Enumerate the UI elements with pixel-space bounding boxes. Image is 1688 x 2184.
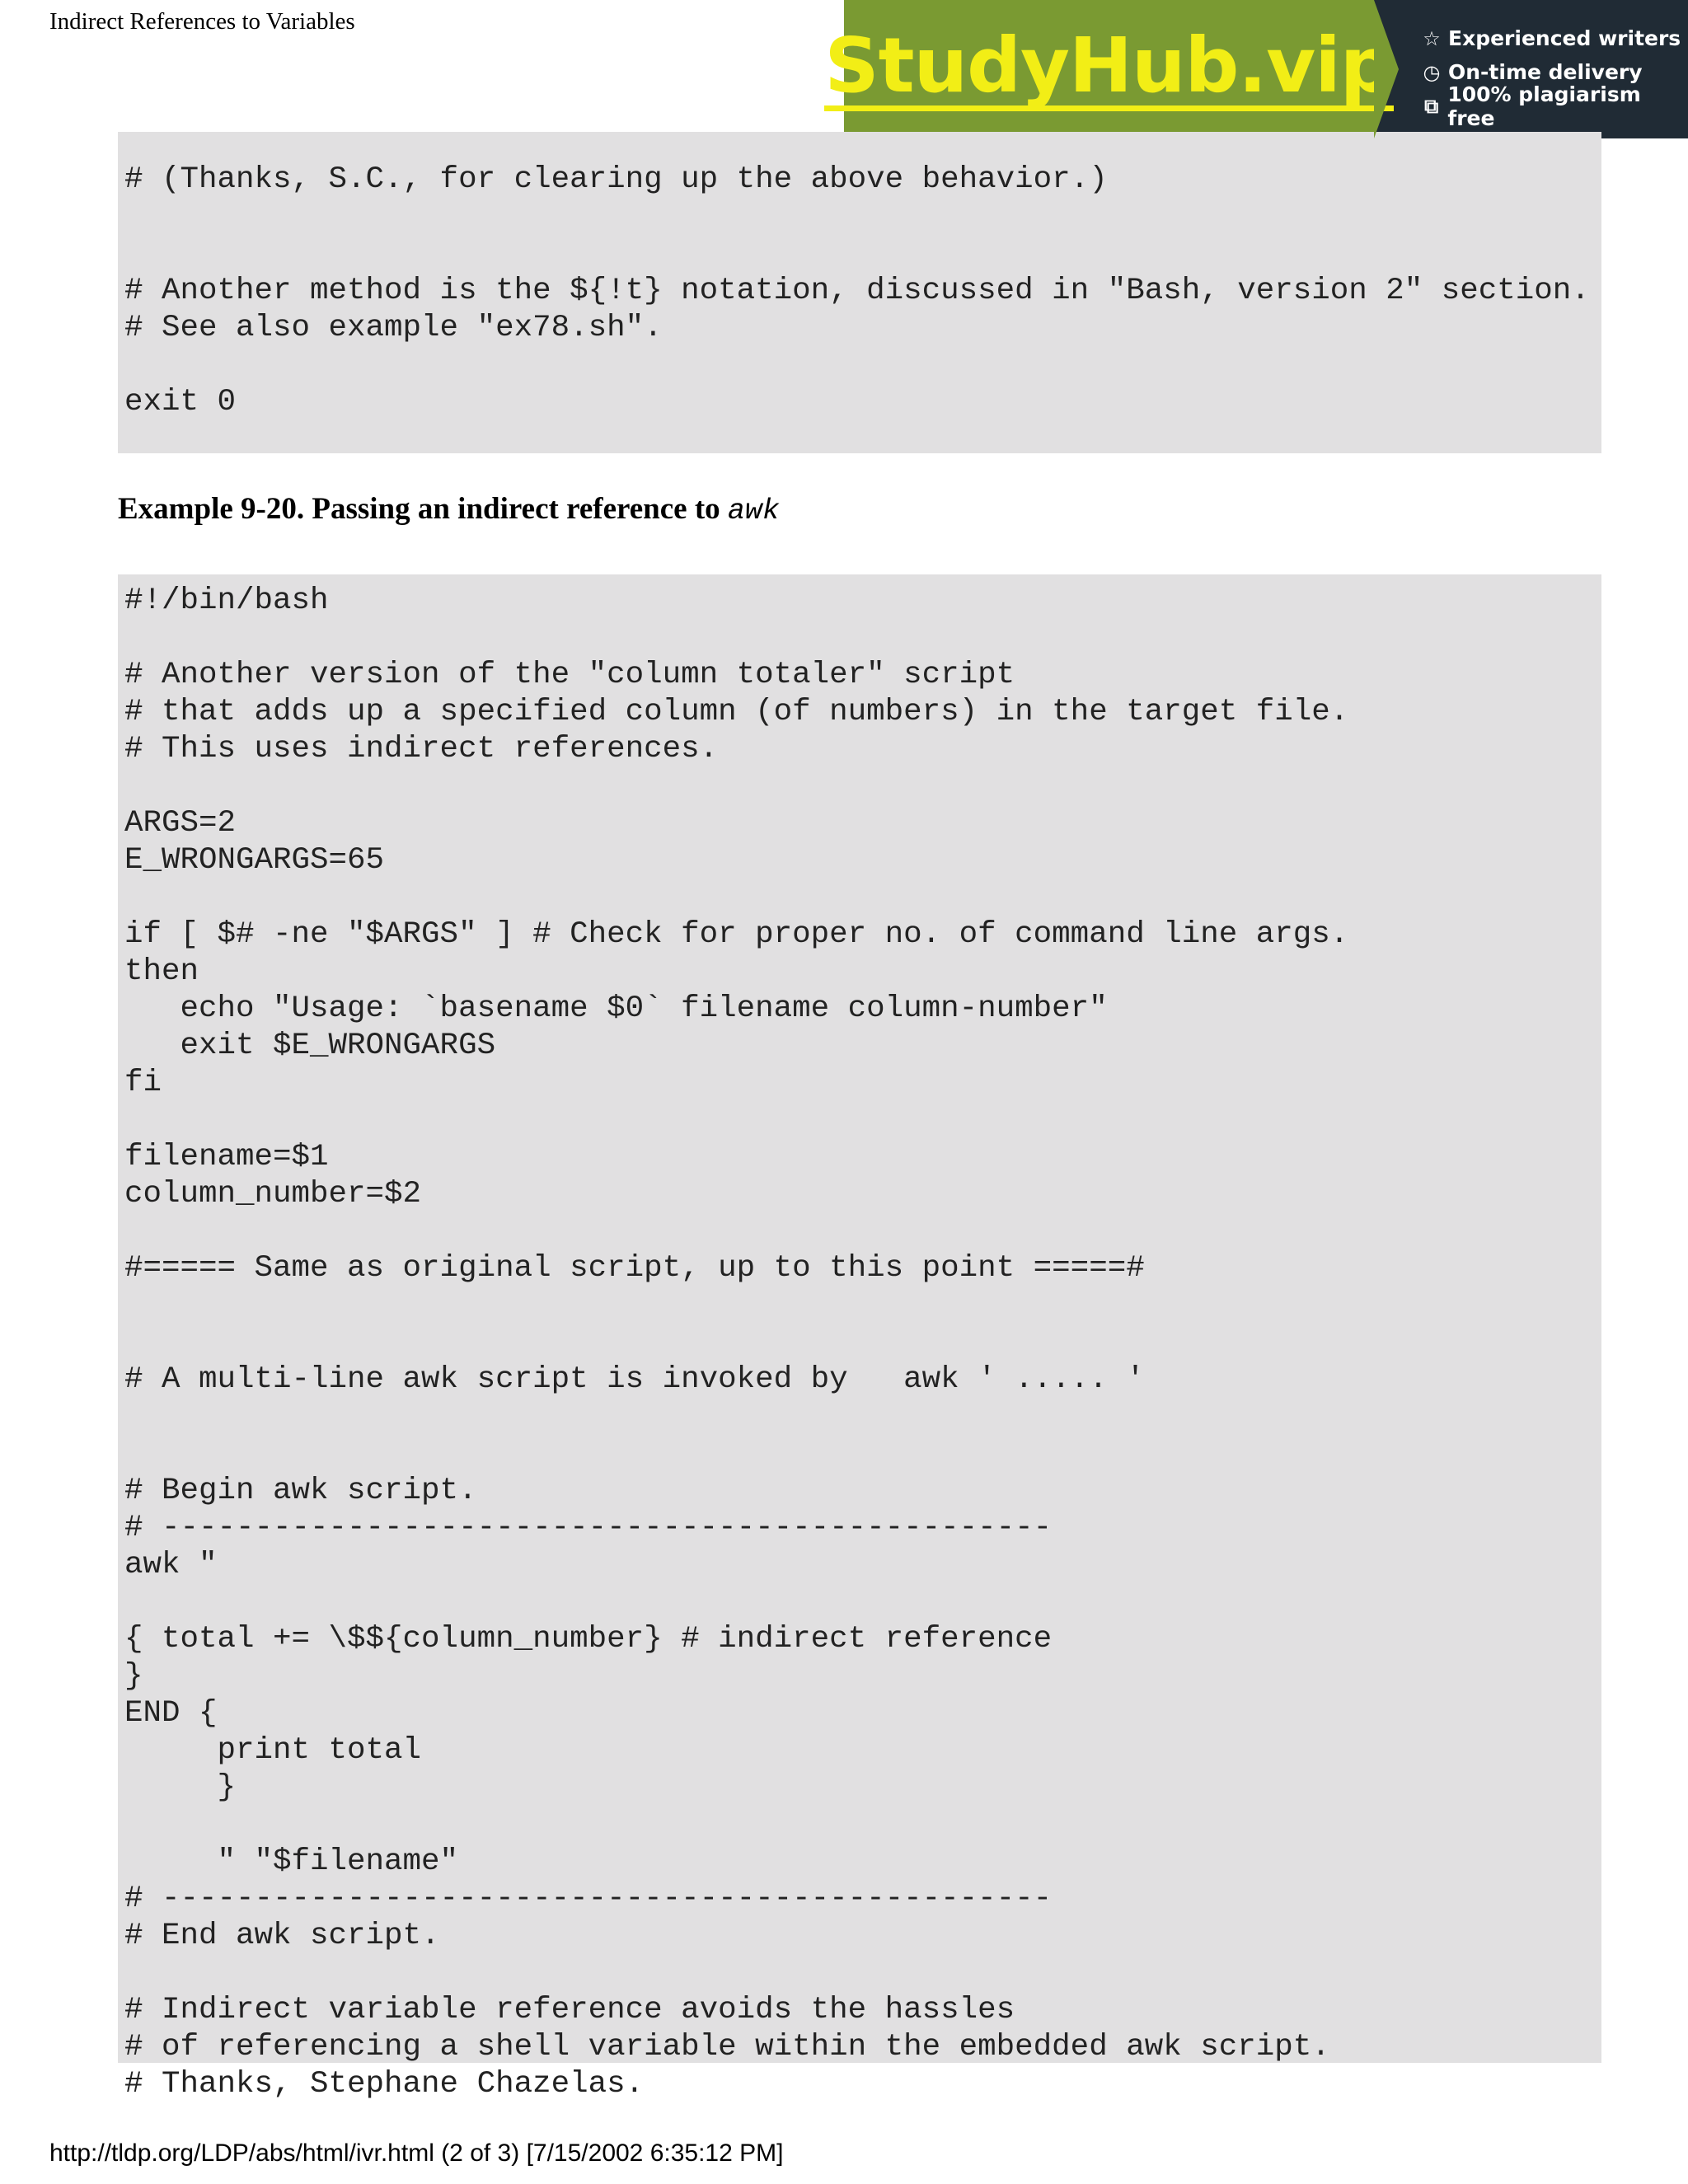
code-line: # Another method is the ${!t} notation, discussed in "Bash, version 2" section. — [124, 274, 1590, 308]
code-line — [124, 1213, 1601, 1250]
example-title-command: awk — [727, 494, 780, 527]
code-line: echo "Usage: `basename $0` filename column-number" — [124, 991, 1108, 1026]
page-header-title: Indirect References to Variables — [49, 8, 355, 35]
code-line: if [ $# -ne "$ARGS" ] # Check for proper no. of command line args. — [124, 917, 1349, 952]
code-line: } — [124, 1770, 237, 1805]
code-line — [124, 1436, 1601, 1473]
code-line: #!/bin/bash — [124, 583, 329, 618]
code-line: #===== Same as original script, up to this point =====# — [124, 1251, 1145, 1286]
code-line: END { — [124, 1696, 218, 1731]
code-line: exit 0 — [124, 385, 237, 419]
code-line — [124, 1399, 1601, 1436]
feature-label: On-time delivery — [1448, 60, 1643, 84]
copy-icon: ⧉ — [1424, 94, 1439, 118]
code-line — [124, 236, 1601, 273]
code-line: # Thanks, Stephane Chazelas. — [124, 2067, 645, 2102]
code-line — [124, 1584, 1601, 1621]
code-line: } — [124, 1659, 143, 1694]
feature-item — [1422, 21, 1688, 55]
feature-label: Experienced writers — [1448, 26, 1681, 50]
example-title-text: Example 9-20. Passing an indirect reference to — [118, 492, 720, 526]
code-line: awk " — [124, 1548, 218, 1582]
page-footer-url: http://tldp.org/LDP/abs/html/ivr.html (2 of 3) [7/15/2002 6:35:12 PM] — [49, 2139, 784, 2167]
code-line — [124, 1324, 1601, 1361]
star-icon: ☆ — [1423, 26, 1441, 50]
code-block-2 — [118, 574, 1601, 2102]
feature-label: 100% plagiarism free — [1447, 82, 1641, 130]
code-line: # ------------------------------------------------ — [124, 1511, 1053, 1545]
code-line: # See also example "ex78.sh". — [124, 311, 663, 345]
code-line: E_WRONGARGS=65 — [124, 843, 385, 878]
code-line — [124, 1955, 1601, 1992]
studyhub-banner[interactable] — [824, 0, 1688, 138]
code-line — [124, 1287, 1601, 1324]
example-title — [118, 491, 780, 527]
code-line: # End awk script. — [124, 1919, 440, 1953]
code-line — [124, 768, 1601, 805]
code-line: print total — [124, 1733, 422, 1768]
code-line: " "$filename" — [124, 1844, 459, 1879]
banner-features — [1374, 0, 1688, 138]
code-line: # Another version of the "column totaler" script — [124, 658, 1015, 692]
code-line: # Indirect variable reference avoids the hassles — [124, 1993, 1015, 2027]
code-line: ARGS=2 — [124, 806, 237, 841]
code-line: column_number=$2 — [124, 1177, 422, 1212]
code-line: # Begin awk script. — [124, 1474, 477, 1508]
code-line: # of referencing a shell variable within the embedded awk script. — [124, 2030, 1330, 2064]
code-line: # A multi-line awk script is invoked by awk ' ..... ' — [124, 1362, 1145, 1397]
code-line — [124, 199, 1601, 236]
feature-item — [1422, 82, 1688, 130]
code-block-1 — [118, 132, 1601, 453]
code-line — [124, 879, 1601, 916]
code-line: # (Thanks, S.C., for clearing up the above behavior.) — [124, 162, 1108, 197]
code-line — [124, 1807, 1601, 1844]
code-line: exit $E_WRONGARGS — [124, 1029, 496, 1063]
code-line: then — [124, 954, 199, 989]
code-line: # ------------------------------------------------ — [124, 1882, 1053, 1916]
brand-logo: StudyHub.vip — [824, 21, 1394, 110]
code-line — [124, 1102, 1601, 1139]
code-line: filename=$1 — [124, 1140, 329, 1174]
code-line — [124, 620, 1601, 657]
code-line: fi — [124, 1066, 162, 1100]
banner-brand-area — [824, 0, 1394, 138]
code-line: # This uses indirect references. — [124, 732, 719, 766]
code-line: # that adds up a specified column (of numbers) in the target file. — [124, 695, 1349, 729]
clock-icon: ◷ — [1423, 60, 1441, 84]
code-line — [124, 347, 1601, 384]
code-line: { total += \$${column_number} # indirect reference — [124, 1622, 1053, 1657]
